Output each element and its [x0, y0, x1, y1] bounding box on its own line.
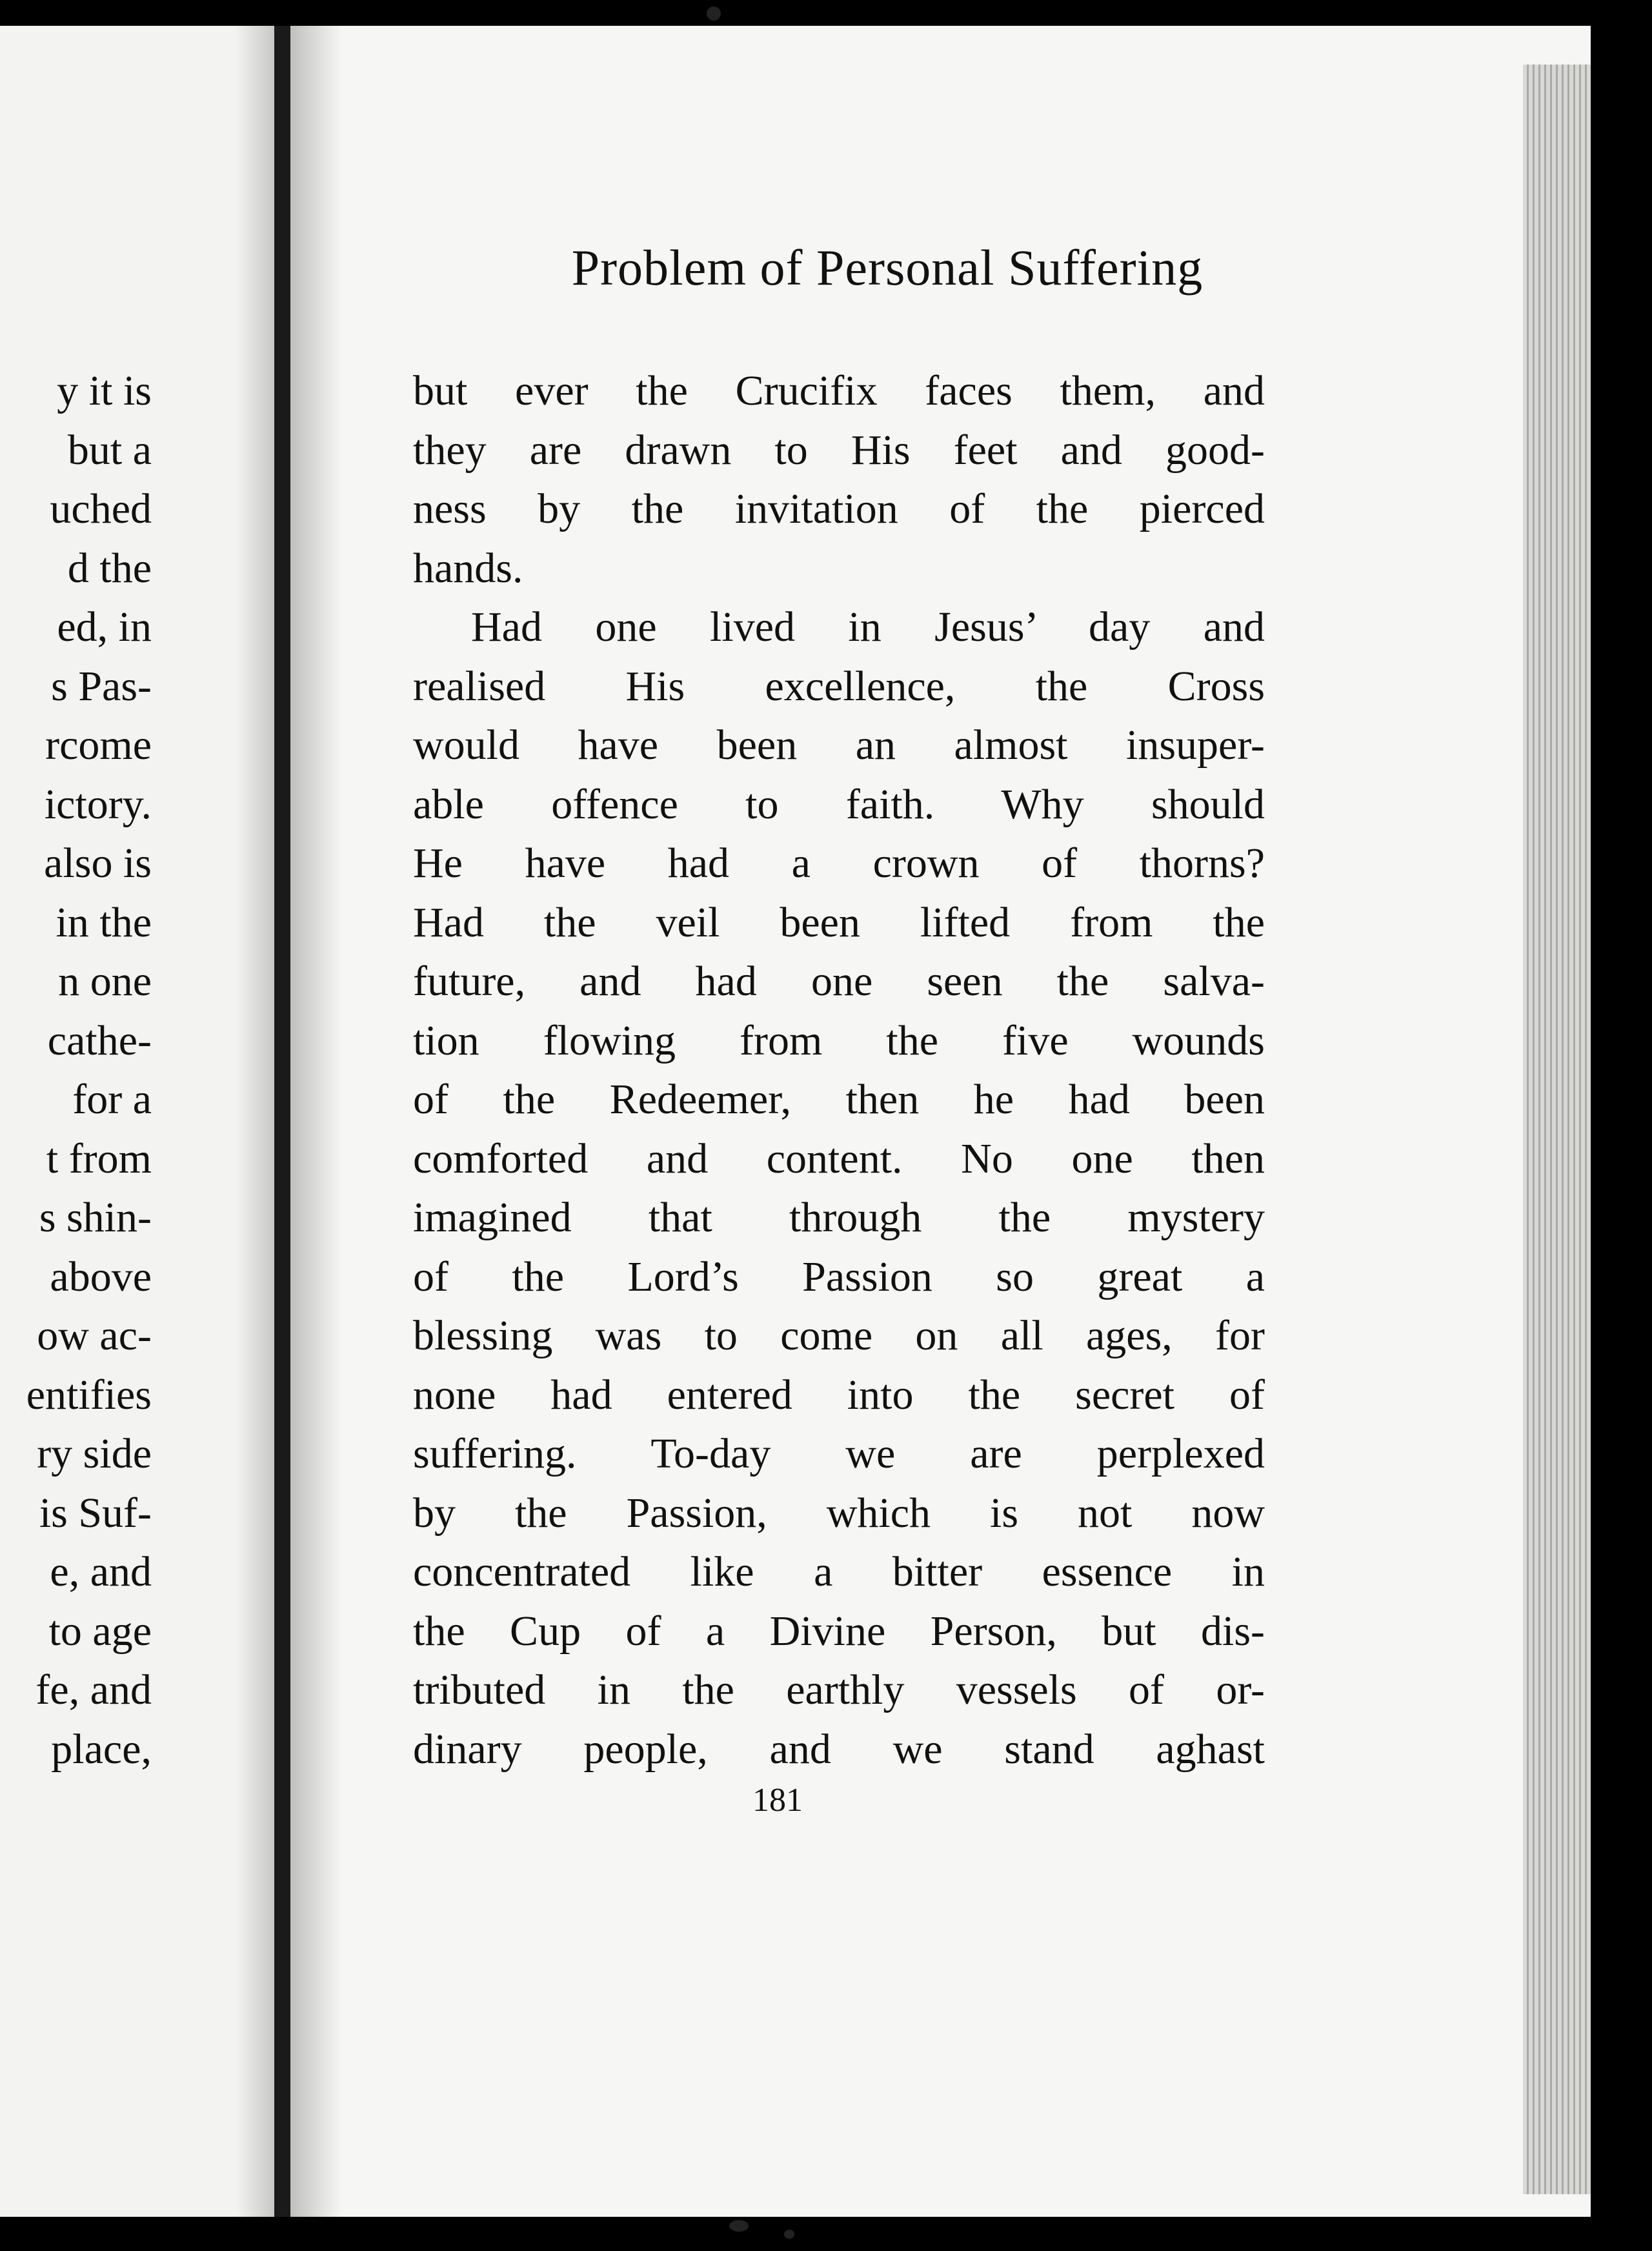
scan-speck: [729, 2220, 749, 2232]
text-line: comforted and content. No one then: [413, 1135, 1265, 1182]
text-line: future, and had one seen the salva-: [413, 958, 1265, 1005]
text-line: imagined that through the mystery: [413, 1194, 1265, 1241]
text-line: t from: [46, 1135, 152, 1182]
text-line: tion flowing from the five wounds: [413, 1016, 1265, 1064]
text-line: Had the veil been lifted from the: [413, 898, 1265, 946]
text-line: in the: [55, 898, 152, 946]
text-line: dinary people, and we stand aghast: [413, 1725, 1265, 1773]
text-line: would have been an almost insuper-: [413, 722, 1265, 769]
text-line: e, and: [50, 1548, 152, 1595]
text-line: of the Redeemer, then he had been: [413, 1076, 1265, 1123]
text-line: concentrated like a bitter essence in: [413, 1548, 1265, 1595]
scan-speck: [784, 2230, 794, 2239]
text-line: realised His excellence, the Cross: [413, 662, 1265, 710]
page-edges: [1523, 65, 1591, 2194]
text-line: ness by the invitation of the pierced: [413, 485, 1265, 532]
text-line: the Cup of a Divine Person, but dis-: [413, 1607, 1265, 1655]
text-line: able offence to faith. Why should: [413, 780, 1265, 828]
gutter-shadow: [236, 26, 274, 2217]
text-line: d the: [67, 544, 152, 592]
text-line: ry side: [37, 1430, 152, 1477]
text-line: to age: [48, 1607, 152, 1655]
text-line: but ever the Crucifix faces them, and: [413, 367, 1265, 414]
text-line: s Pas-: [51, 662, 152, 710]
text-line: n one: [58, 958, 152, 1005]
left-page-text: [26, 361, 152, 1779]
text-line: rcome: [45, 722, 152, 769]
right-page: [290, 26, 1591, 2217]
text-line: s shin-: [39, 1194, 152, 1241]
text-line: Had one lived in Jesus’ day and: [471, 603, 1265, 651]
text-line: hands.: [413, 544, 523, 592]
text-line: fe, and: [35, 1666, 152, 1713]
text-line: entifies: [26, 1371, 152, 1418]
text-line: y it is: [57, 367, 152, 414]
left-page: [0, 26, 274, 2217]
text-line: but a: [67, 426, 152, 474]
gutter-shadow: [290, 26, 342, 2217]
text-line: they are drawn to His feet and good-: [413, 426, 1265, 474]
scan-speck: [707, 6, 721, 21]
text-line: place,: [51, 1725, 152, 1773]
page-number: 181: [752, 1782, 803, 1819]
text-line: for a: [72, 1076, 152, 1123]
text-line: is Suf-: [39, 1489, 152, 1537]
text-line: cathe-: [47, 1016, 152, 1064]
text-line: ictory.: [44, 780, 152, 828]
text-line: ow ac-: [37, 1312, 152, 1359]
running-head: Problem of Personal Suffering: [571, 239, 1204, 296]
text-line: suffering. To-day we are perplexed: [413, 1430, 1265, 1477]
text-line: tributed in the earthly vessels of or-: [413, 1666, 1265, 1713]
text-line: above: [50, 1253, 152, 1300]
text-line: He have had a crown of thorns?: [413, 840, 1265, 887]
book-gutter: [274, 26, 290, 2217]
body-text: [413, 361, 1265, 1779]
text-line: none had entered into the secret of: [413, 1371, 1265, 1418]
text-line: also is: [44, 840, 152, 887]
text-line: of the Lord’s Passion so great a: [413, 1253, 1265, 1300]
text-line: by the Passion, which is not now: [413, 1489, 1265, 1537]
text-line: blessing was to come on all ages, for: [413, 1312, 1265, 1359]
text-line: ed, in: [57, 603, 152, 651]
text-line: uched: [50, 485, 152, 532]
